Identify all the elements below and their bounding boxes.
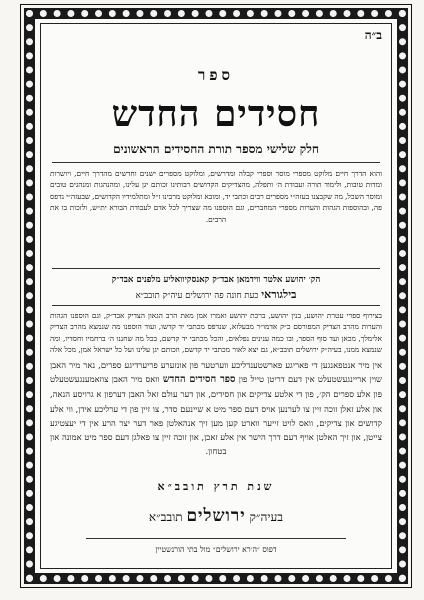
approbation-paragraph: בצירוף ספרי עטרת יהושע, בנין יהושע, ברכת יהושע ואמרו אמן מאת הרב הגאון הצדיק אבד״ק, וגם הוספנו הגהות והערות מהרב הצדיק המפורסם כ״ק אדמו״ר מבעלזא, שנדפס מכתבי יד קדשו, ועוד הוספנו מה שנמצא מהרב הצדיק אלימלך, מכאן ועד סוף הספר, ובו כמה ענינים נפלאים, והכל מכתבי יד קדשם, בכל מה שחננו ה׳ ברחמיו וחסדיו, ומה שנמצא ממנו, בעיה״ק ירושלים תובב״א, גם יצא לאור מכתבי יד קדשם, וזכותם יגן עלינו ועל כל ישראל אמן, מכל אלה xyxy=(50,311,382,354)
book-subtitle: חלק שלישי מספר תורת החסידים הראשונים xyxy=(113,142,319,156)
printer-line: דפוס ״ה׳רא ירושלים״ מול בתי הורנשטיין xyxy=(155,545,277,554)
notice-text-after: וואס מיר האבן צוזאמענגעשטעלט פון אלע ספרים הק׳, פון די אלטע צדיקים און חסידים, און דער עולם זאל האבן דערפון א גרויסע הנאה, און אלע זאלן זוכה זיין צו לערנען אויס דעם ספר מיט א שיינעם סדר, צו זיין פון די ערליכע אידן, ווי אלע קדושים און צדיקים, וואס לויט זייער ווארט קען מען זיך אנהאלטן פאר דער יצר הרע אין די יעצטיגע צייטן, און זיך האלטן אויף דעם דרך הישר אין אלע זאכן, און זוכה זיין צו פאלגן דעם ספר מיט אמונה און בטחון. xyxy=(50,374,382,457)
city-prefix: בעיה״ק xyxy=(249,510,284,524)
editor-city: בילגוראי xyxy=(261,288,297,301)
divider-rule xyxy=(86,538,346,539)
notice-inline-title: ספר חסידים החדש xyxy=(162,374,236,386)
city-suffix: תובב״א xyxy=(148,510,183,524)
title-page-content xyxy=(46,28,386,564)
divider-rule xyxy=(52,162,380,163)
corner-mark: ב״ה xyxy=(364,28,382,42)
publication-place xyxy=(46,506,386,526)
yiddish-notice xyxy=(50,358,382,470)
editor-line2-suffix: כעת חונה פה ירושלים עיה״ק תובב״א xyxy=(135,291,259,301)
divider-rule xyxy=(52,268,380,269)
publication-year: שנת תרץ תובב״א xyxy=(157,480,275,493)
editor-line: הק׳ יהושע אלטר ווידמאן אבד״ק קאנסקיוואליע מלפנים אבד״ק xyxy=(111,275,321,285)
sefer-label: ספר xyxy=(197,66,235,84)
city-name: ירושלים xyxy=(186,506,246,526)
book-title: חסידים החדש xyxy=(111,93,321,135)
intro-paragraph: והוא הדרך חיים מלוקט מספרי מוסר וספרי קבלה ומדרשים, ומלוקט מספרים ישנים וחדשים מהדרך חיים, ויושרות ומדות טובות, ולימוד תורה ועבודת ה׳ ותפלה, מהצדיקים הקדושים רבותינו זכותם יגן עלינו, ומהנהגות ומנהגים טובים ומוסר השכל, מה שקבצנו בעזה״י מספרים רבים וכתבי יד, ומובא ומלוקט מרבינו ז״ל ומתלמידיו הקדושים, שבעזה״י נדפס פה, ובהוספות הגהות והערות מספרי המחברים, וגם הוספנו מה שצריך לכל אדם לעבודת הבורא ית״ש, ולזכות בו את הרבים. xyxy=(50,169,382,224)
divider-rule xyxy=(52,305,380,306)
editor-location-line xyxy=(46,288,386,303)
notice-text-before: אין מיר אנטפאנגען די פאריגע פארשטענדליכע ווערטער פון אונזערע פריערדיגע ספרים, נאר מיר האבן שוין אריינגעשטעלט אין דעם דריטן טייל פון xyxy=(50,360,382,385)
